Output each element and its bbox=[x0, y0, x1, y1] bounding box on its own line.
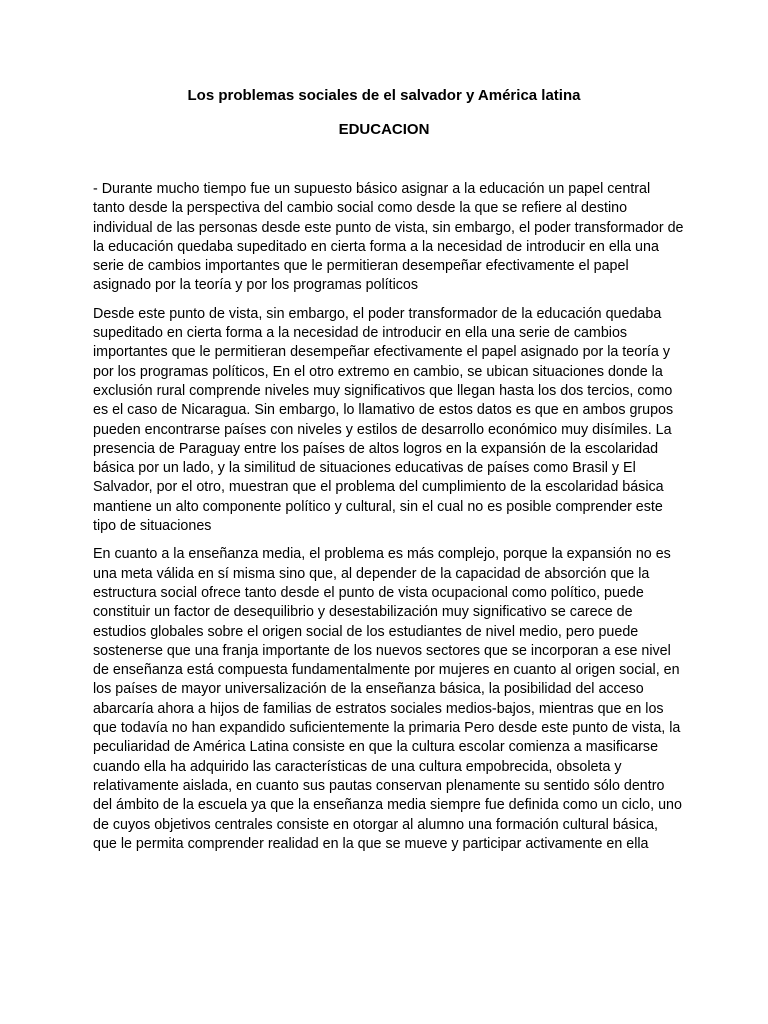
paragraph-1: - Durante mucho tiempo fue un supuesto básico asignar a la educación un papel central tanto desde la perspectiva del cambio social como desde la que se refiere al destino individual de las personas desde este punto de vista, sin embargo, el poder transformador de la educación quedaba supeditado en cierta forma a la necesidad de introducir en ella una serie de cambios importantes que le permitieran desempeñar efectivamente el papel asignado por la teoría y por los programas políticos bbox=[93, 181, 684, 294]
paragraph-3: En cuanto a la enseñanza media, el problema es más complejo, porque la expansión no es una meta válida en sí misma sino que, al depender de la capacidad de absorción que la estructura social ofrece tanto desde el punto de vista ocupacional como político, puede constituir un factor de desequilibrio y desestabilización muy significativo se carece de estudios globales sobre el origen social de los estudiantes de nivel medio, pero puede sostenerse que una franja importante de los nuevos sectores que se incorporan a ese nivel de enseñanza está compuesta fundamentalmente por mujeres en cuanto al origen social, en los países de mayor universalización de la enseñanza básica, la posibilidad del acceso abarcaría ahora a hijos de familias de estratos sociales medios-bajos, mientras que en los que todavía no han expandido suficientemente la primaria Pero desde este punto de vista, la peculiaridad de América Latina consiste en que la cultura escolar comienza a masificarse cuando ella ha adquirido las características de una cultura empobrecida, obsoleta y relativamente aislada, en cuanto sus pautas conservan plenamente su sentido sólo dentro del ámbito de la escuela ya que la enseñanza media siempre fue definida como un ciclo, uno de cuyos objetivos centrales consiste en otorgar al alumno una formación cultural básica, que le permita comprender realidad en la que se mueve y participar activamente en ella bbox=[93, 546, 682, 852]
section-heading: EDUCACION bbox=[338, 121, 430, 138]
document-title: Los problemas sociales de el salvador y América latina bbox=[187, 87, 581, 104]
paragraph-2: Desde este punto de vista, sin embargo, el poder transformador de la educación quedaba supeditado en cierta forma a la necesidad de introducir en ella una serie de cambios importantes que le permitieran desempeñar efectivamente el papel asignado por la teoría y por los programas políticos, En el otro extremo en cambio, se ubican situaciones donde la exclusión rural comprende niveles muy significativos que llegan hasta los dos tercios, como es el caso de Nicaragua. Sin embargo, lo llamativo de estos datos es que en ambos grupos pueden encontrarse países con niveles y estilos de desarrollo económico muy disímiles. La presencia de Paraguay entre los países de altos logros en la expansión de la escolaridad básica por un lado, y la similitud de situaciones educativas de países como Brasil y El Salvador, por el otro, muestran que el problema del cumplimiento de la escolaridad básica mantiene un alto componente político y cultural, sin el cual no es posible comprender este tipo de situaciones bbox=[93, 305, 674, 535]
document-body bbox=[93, 180, 685, 863]
